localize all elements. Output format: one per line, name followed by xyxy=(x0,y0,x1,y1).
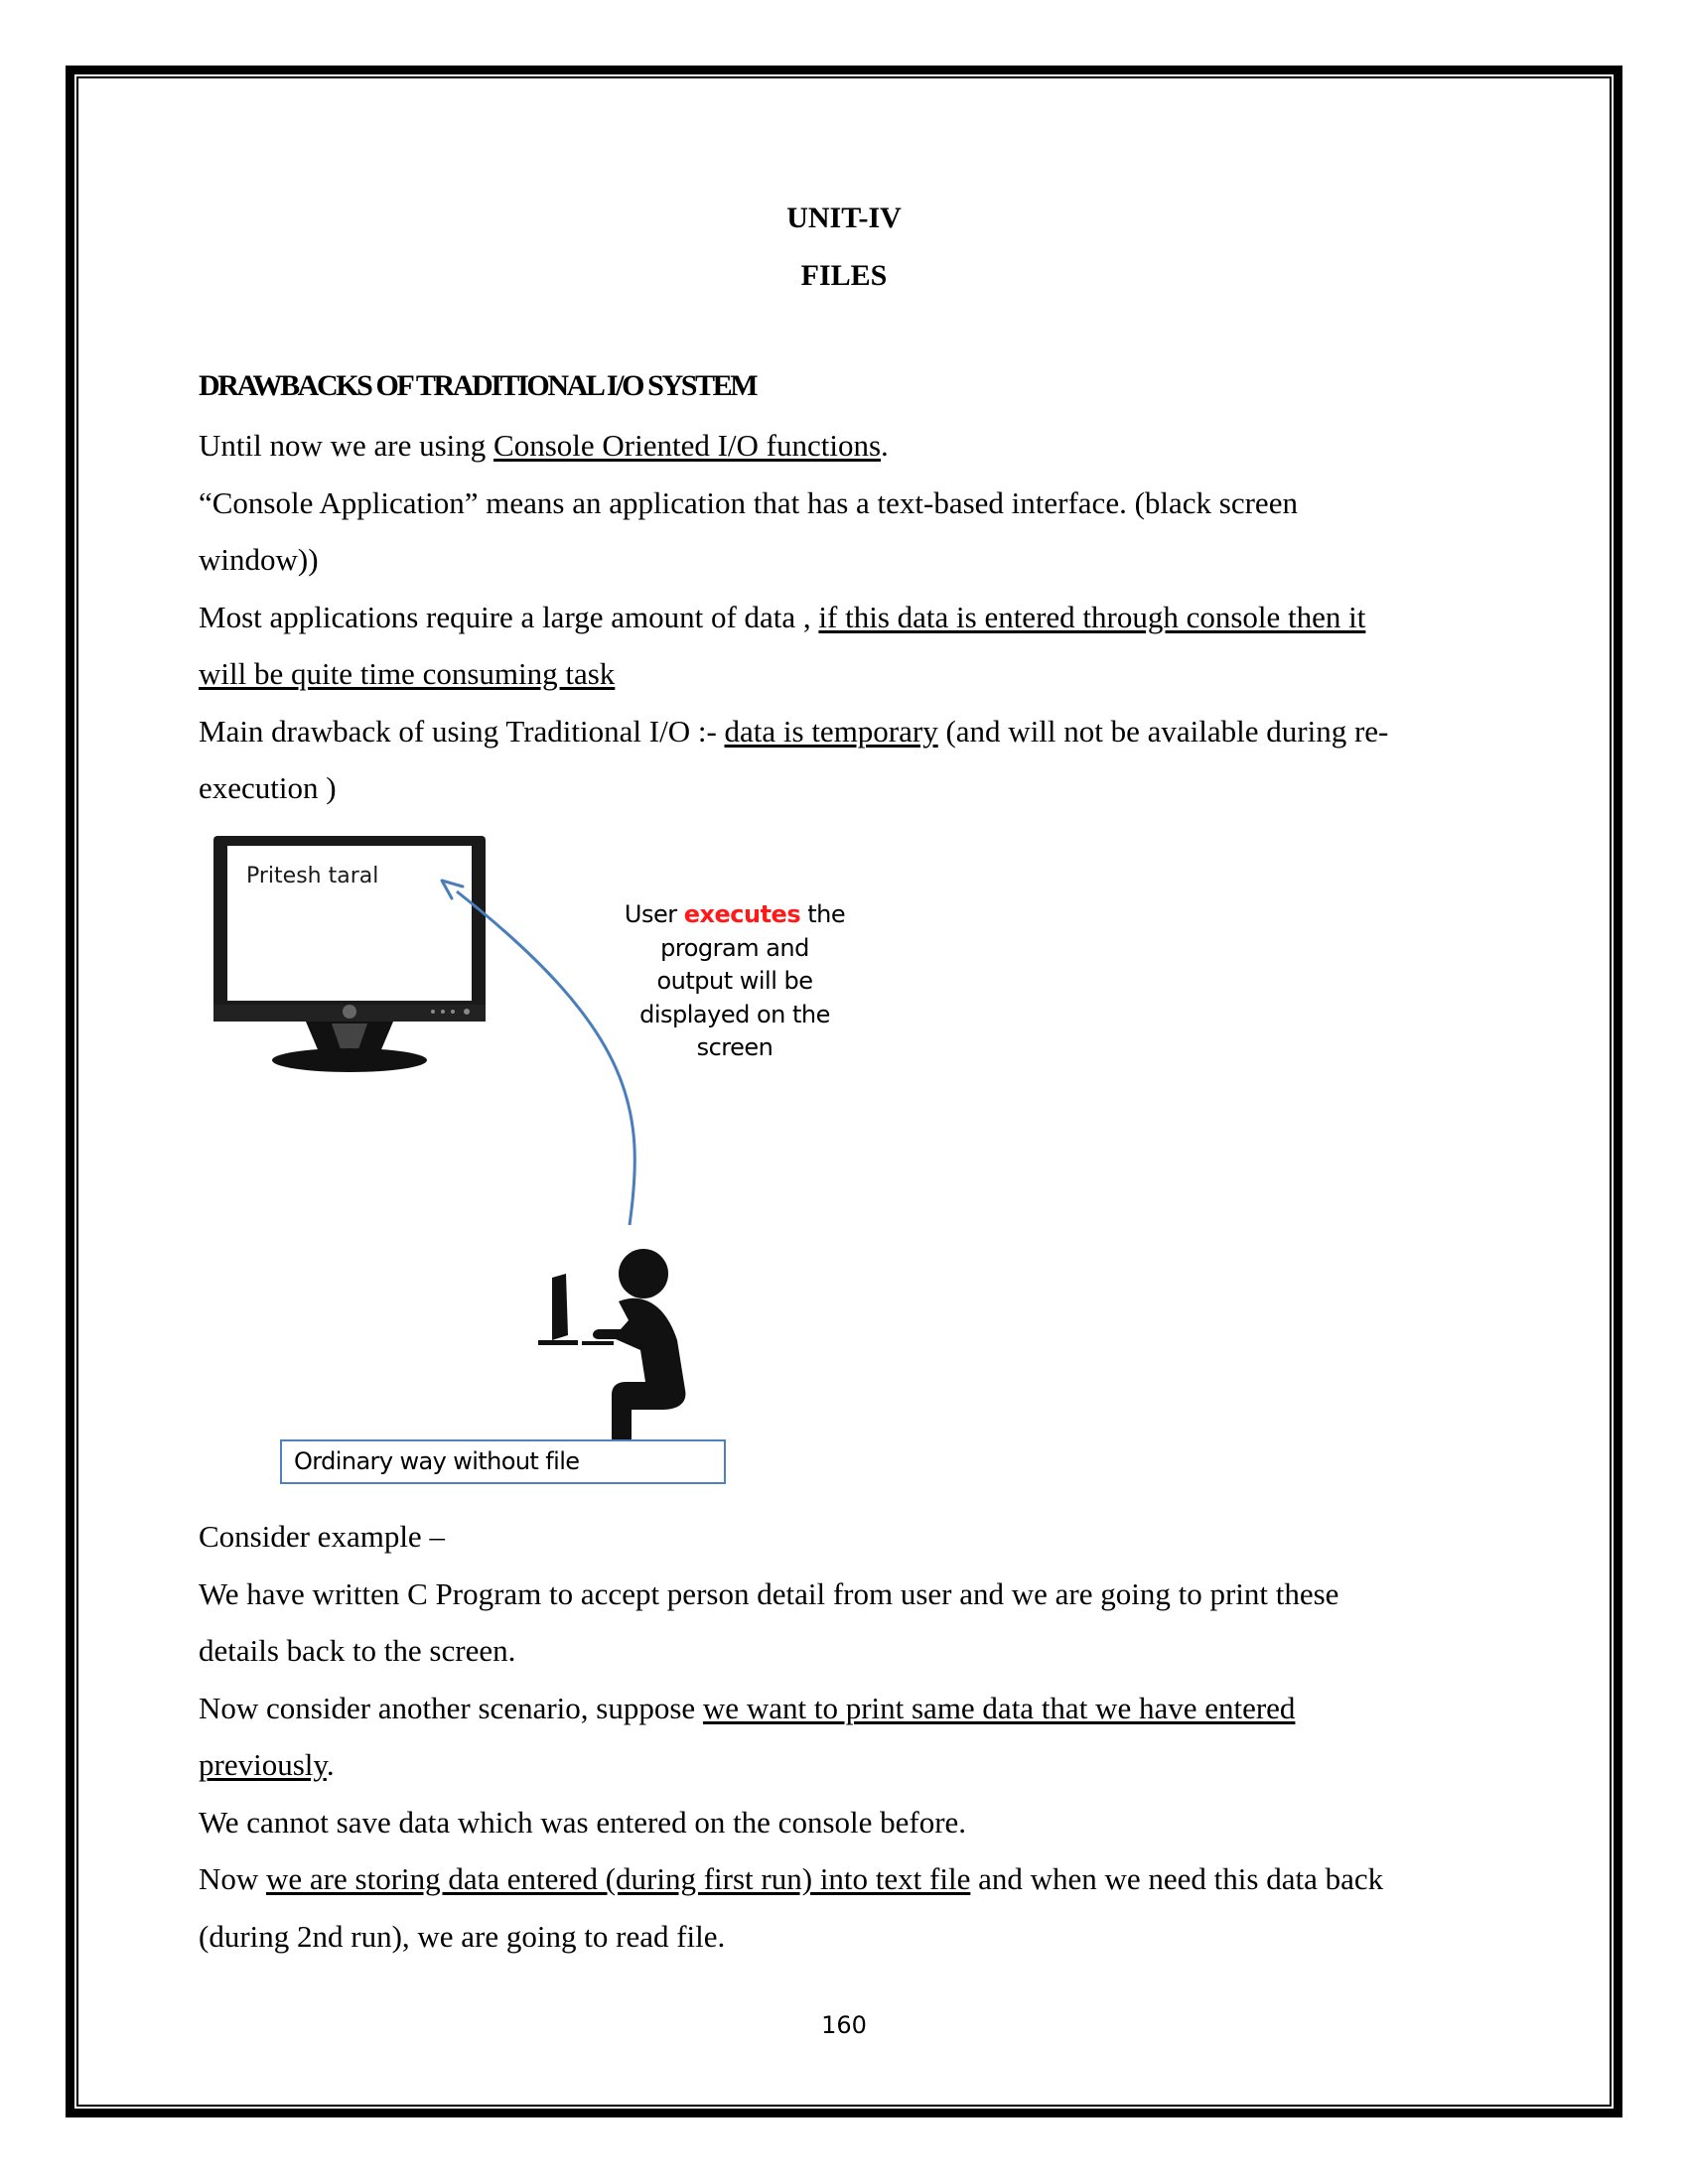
page-title: FILES xyxy=(800,259,888,292)
underlined-text: data is temporary xyxy=(724,714,938,749)
page-number: 160 xyxy=(821,2011,867,2039)
paragraph-5: Consider example – xyxy=(199,1519,445,1554)
callout-text xyxy=(586,898,884,1065)
text: Until now we are using xyxy=(199,428,494,463)
underlined-text: will be quite time consuming task xyxy=(199,656,616,691)
text: User xyxy=(624,900,684,928)
underlined-text: if this data is entered through console then it xyxy=(818,600,1366,634)
paragraph-6-line-2: details back to the screen. xyxy=(199,1633,516,1668)
text: and when we need this data back xyxy=(970,1861,1384,1896)
underlined-text: previously xyxy=(199,1747,327,1782)
underlined-text: we want to print same data that we have entered xyxy=(702,1691,1296,1725)
paragraph-2-line-1: “Console Application” means an application that has a text-based interface. (black screen xyxy=(199,485,1298,520)
text: output will be xyxy=(656,967,813,995)
text: Now xyxy=(199,1861,267,1896)
paragraph-6-line-1: We have written C Program to accept person detail from user and we are going to print these xyxy=(199,1576,1339,1611)
paragraph-9-line-2: (during 2nd run), we are going to read file. xyxy=(199,1919,726,1954)
text: . xyxy=(881,428,889,463)
screen-output-text: Pritesh taral xyxy=(246,864,379,888)
text: program and xyxy=(660,933,809,962)
person-at-computer-icon xyxy=(538,1249,685,1448)
text: Now consider another scenario, suppose xyxy=(199,1691,703,1725)
figure-caption: Ordinary way without file xyxy=(280,1439,726,1484)
text: the xyxy=(800,900,846,928)
paragraph-8: We cannot save data which was entered on the console before. xyxy=(199,1805,967,1840)
text: screen xyxy=(696,1033,774,1061)
highlighted-word: executes xyxy=(683,900,801,928)
text: Main drawback of using Traditional I/O :- xyxy=(199,714,725,749)
paragraph-9-line-1 xyxy=(199,1861,1383,1897)
underlined-text: Console Oriented I/O functions xyxy=(493,428,882,463)
unit-label: UNIT-IV xyxy=(786,202,902,234)
paragraph-2-line-2: window)) xyxy=(199,542,319,577)
paragraph-4-line-2: execution ) xyxy=(199,770,337,805)
paragraph-7-line-2 xyxy=(199,1747,335,1783)
section-heading: DRAWBACKS OF TRADITIONAL I/O SYSTEM xyxy=(199,369,757,402)
text: Most applications require a large amount of data , xyxy=(199,600,819,634)
text: . xyxy=(326,1747,335,1782)
text: (and will not be available during re- xyxy=(937,714,1389,749)
paragraph-7-line-1 xyxy=(199,1691,1295,1726)
text: displayed on the xyxy=(639,1000,830,1028)
underlined-text: we are storing data entered (during first run) into text file xyxy=(266,1861,971,1896)
